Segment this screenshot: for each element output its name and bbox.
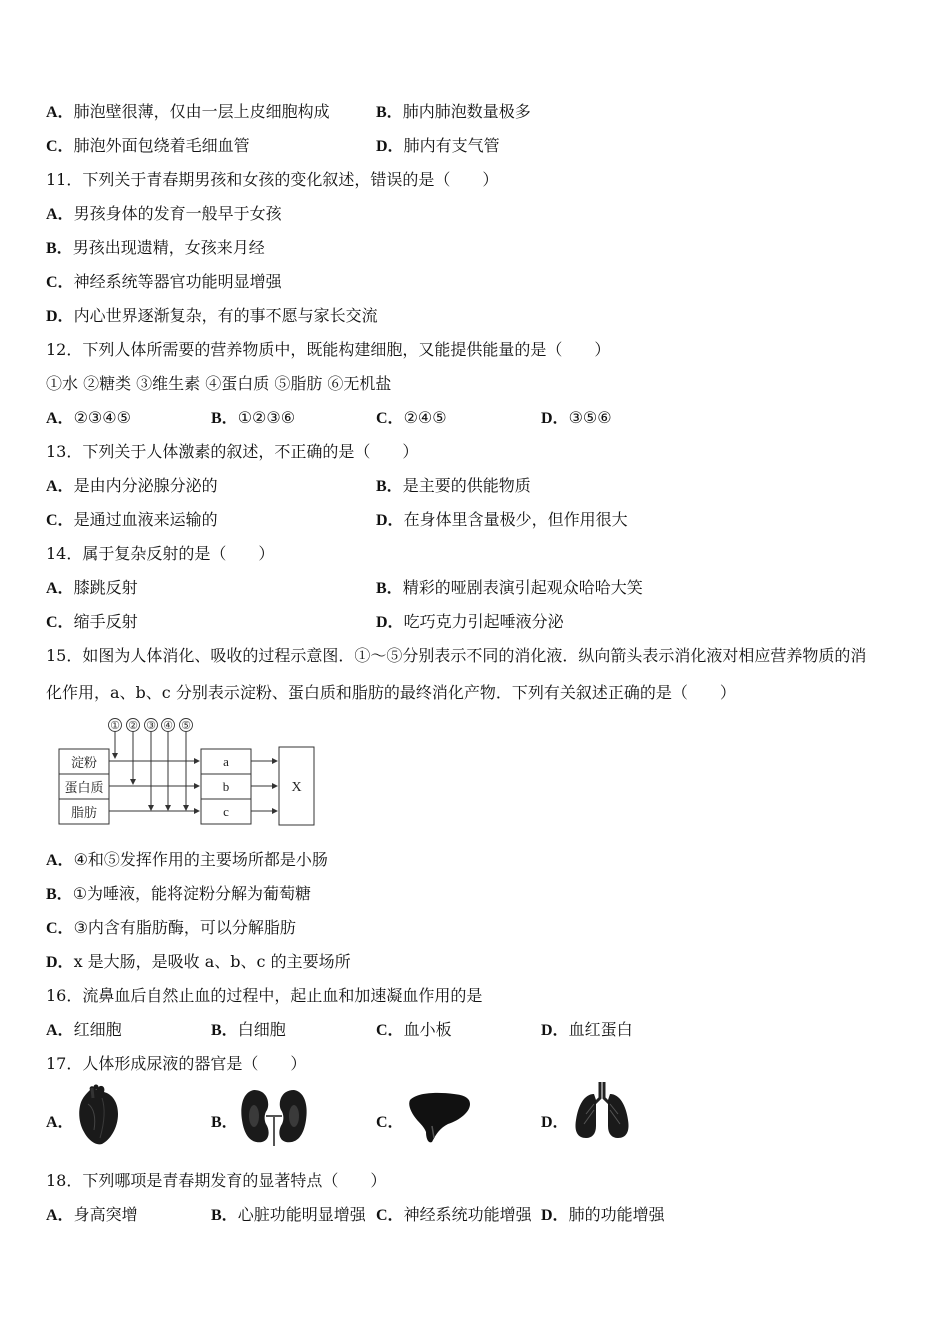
q16-option-c: C．血小板 bbox=[376, 1020, 452, 1039]
digestion-diagram bbox=[55, 712, 325, 830]
q10-option-c: C．肺泡外面包绕着毛细血管 bbox=[46, 136, 250, 155]
q16-option-a: A．红细胞 bbox=[46, 1020, 122, 1039]
q11-option-b: B．男孩出现遗精，女孩来月经 bbox=[46, 238, 265, 257]
product-a: a bbox=[223, 754, 229, 769]
q11-option-c: C．神经系统等器官功能明显增强 bbox=[46, 272, 282, 291]
q12-option-b: B．①②③⑥ bbox=[211, 408, 296, 427]
organ-x: X bbox=[291, 780, 302, 795]
q14-option-c: C．缩手反射 bbox=[46, 612, 138, 631]
kidney-icon bbox=[240, 1086, 308, 1146]
digestive-juice-3 bbox=[145, 719, 158, 733]
nutrient-starch: 淀粉 bbox=[70, 755, 98, 770]
q15-option-c: C．③内含有脂肪酶，可以分解脂肪 bbox=[46, 918, 296, 937]
digestive-juice-2 bbox=[127, 719, 140, 733]
nutrient-fat: 脂肪 bbox=[70, 805, 98, 820]
q10-option-d: D．肺内有支气管 bbox=[376, 136, 500, 155]
q14-option-d: D．吃巧克力引起唾液分泌 bbox=[376, 612, 564, 631]
q18-option-b: B．心脏功能明显增强 bbox=[211, 1205, 366, 1224]
q17-option-d-label: D． bbox=[541, 1114, 569, 1131]
svg-text:①: ① bbox=[110, 720, 120, 732]
product-c: c bbox=[223, 804, 229, 819]
q12-option-c: C．②④⑤ bbox=[376, 408, 447, 427]
svg-text:②: ② bbox=[128, 720, 138, 732]
liver-icon bbox=[408, 1090, 472, 1144]
q14-option-b: B．精彩的哑剧表演引起观众哈哈大笑 bbox=[376, 578, 643, 597]
q11-stem: 11．下列关于青春期男孩和女孩的变化叙述，错误的是（ ） bbox=[46, 170, 499, 189]
q11-option-d: D．内心世界逐渐复杂，有的事不愿与家长交流 bbox=[46, 306, 378, 325]
q18-option-a: A．身高突增 bbox=[46, 1205, 138, 1224]
q17-option-c-label: C． bbox=[376, 1114, 404, 1131]
q15-option-d: D．x 是大肠，是吸收 a、b、c 的主要场所 bbox=[46, 952, 351, 971]
q13-option-c: C．是通过血液来运输的 bbox=[46, 510, 218, 529]
q12-stem: 12．下列人体所需要的营养物质中，既能构建细胞，又能提供能量的是（ ） bbox=[46, 340, 611, 359]
digestive-juice-1 bbox=[109, 719, 122, 733]
nutrient-protein: 蛋白质 bbox=[64, 780, 104, 795]
q15-stem-line1: 15．如图为人体消化、吸收的过程示意图．①～⑤分别表示不同的消化液．纵向箭头表示消化液对相应营养物质的消 bbox=[46, 646, 867, 665]
q13-option-b: B．是主要的供能物质 bbox=[376, 476, 531, 495]
digestive-juice-5 bbox=[180, 719, 193, 733]
q13-option-a: A．是由内分泌腺分泌的 bbox=[46, 476, 218, 495]
q12-option-d: D．③⑤⑥ bbox=[541, 408, 612, 427]
svg-text:④: ④ bbox=[163, 720, 173, 732]
q16-option-b: B．白细胞 bbox=[211, 1020, 286, 1039]
q10-option-a: A．肺泡壁很薄，仅由一层上皮细胞构成 bbox=[46, 102, 330, 121]
q16-stem: 16．流鼻血后自然止血的过程中，起止血和加速凝血作用的是 bbox=[46, 986, 483, 1005]
digestive-juice-4 bbox=[162, 719, 175, 733]
q14-stem: 14．属于复杂反射的是（ ） bbox=[46, 544, 275, 563]
q18-option-d: D．肺的功能增强 bbox=[541, 1205, 665, 1224]
svg-text:⑤: ⑤ bbox=[181, 720, 191, 732]
q15-stem-line2: 化作用，a、b、c 分别表示淀粉、蛋白质和脂肪的最终消化产物．下列有关叙述正确的是（ ） bbox=[46, 683, 736, 702]
svg-text:③: ③ bbox=[146, 720, 156, 732]
q12-option-a: A．②③④⑤ bbox=[46, 408, 131, 427]
product-b: b bbox=[222, 779, 230, 794]
q18-stem: 18．下列哪项是青春期发育的显著特点（ ） bbox=[46, 1171, 387, 1190]
q17-option-b-label: B． bbox=[211, 1114, 238, 1131]
q12-items: ①水 ②糖类 ③维生素 ④蛋白质 ⑤脂肪 ⑥无机盐 bbox=[46, 374, 392, 393]
q13-stem: 13．下列关于人体激素的叙述，不正确的是（ ） bbox=[46, 442, 419, 461]
q11-option-a: A．男孩身体的发育一般早于女孩 bbox=[46, 204, 282, 223]
q17-stem: 17．人体形成尿液的器官是（ ） bbox=[46, 1054, 307, 1073]
q18-option-c: C．神经系统功能增强 bbox=[376, 1205, 532, 1224]
q17-option-a-label: A． bbox=[46, 1114, 74, 1131]
q14-option-a: A．膝跳反射 bbox=[46, 578, 138, 597]
q15-option-b: B．①为唾液，能将淀粉分解为葡萄糖 bbox=[46, 884, 312, 903]
heart-icon bbox=[76, 1084, 122, 1146]
lungs-icon bbox=[574, 1082, 630, 1140]
q15-option-a: A．④和⑤发挥作用的主要场所都是小肠 bbox=[46, 850, 328, 869]
q13-option-d: D．在身体里含量极少，但作用很大 bbox=[376, 510, 628, 529]
q10-option-b: B．肺内肺泡数量极多 bbox=[376, 102, 531, 121]
q16-option-d: D．血红蛋白 bbox=[541, 1020, 633, 1039]
